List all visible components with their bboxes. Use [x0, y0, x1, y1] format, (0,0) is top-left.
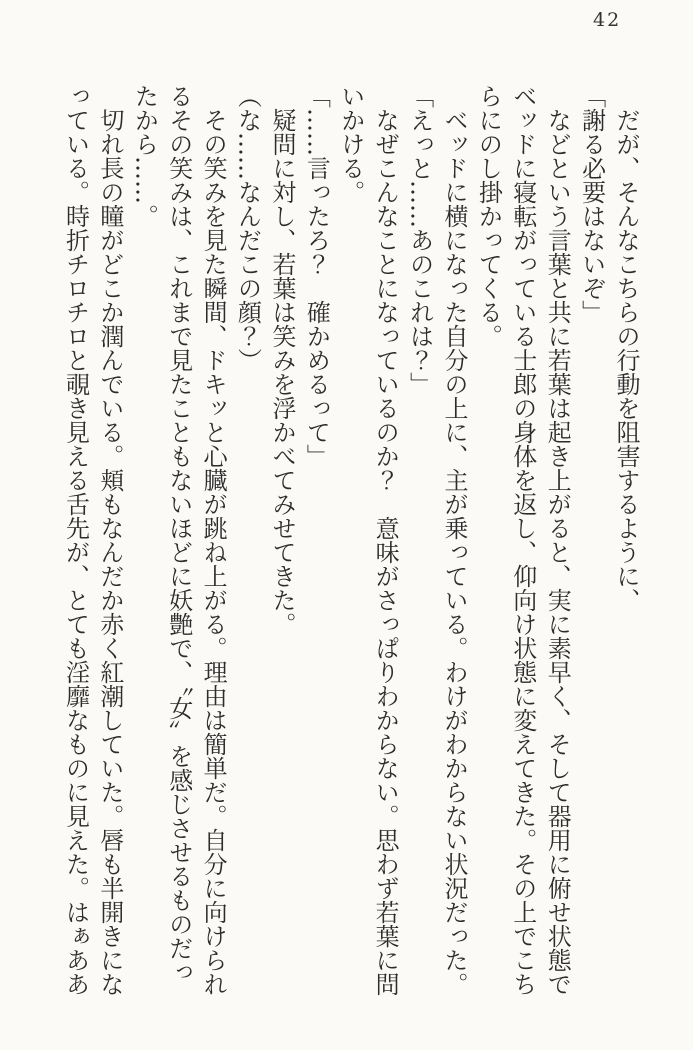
paragraph: だが、そんなこちらの行動を阻害するように、 [612, 108, 640, 612]
paragraph: などという言葉と共に若葉は起き上がると、実に素早く、そして器用に俯せ状態でベッドに寝転がっている士郎の身体を返し、仰向け状態に変えてきた。その上でこちらにのし掛かってくる。 [474, 84, 572, 996]
paragraph: なぜこんなことになっているのか？ 意味がさっぱりわからない。思わず若葉に問いかける。 [336, 84, 400, 996]
paragraph: ベッドに横になった自分の上に、主が乗っている。わけがわからない状況だった。 [439, 108, 468, 996]
paragraph: その笑みを見た瞬間、ドキッと心臓が跳ね上がる。理由は簡単だ。自分に向けられるその笑みは、これまで見たこともないほどに妖艶で、〝女〟を感じさせるものだったから……。 [130, 84, 228, 996]
paragraph: 切れ長の瞳がどこか潤んでいる。頬もなんだか赤く紅潮していた。唇も半開きになっている。時折チロチロと覗き見える舌先が、とても淫靡なものに見えた。はぁああ [61, 84, 124, 996]
paragraph: 疑問に対し、若葉は笑みを浮かべてみせてきた。 [267, 108, 296, 636]
text-block [58, 84, 643, 996]
paragraph: 「……言ったろ？ 確かめるって」 [302, 84, 331, 468]
paragraph: 「えっと……あのこれは？」 [405, 84, 434, 396]
paragraph: （な……なんだこの顔？） [233, 84, 262, 372]
page-number: 42 [593, 9, 622, 31]
paragraph: 「謝る必要はないぞ」 [577, 84, 606, 324]
